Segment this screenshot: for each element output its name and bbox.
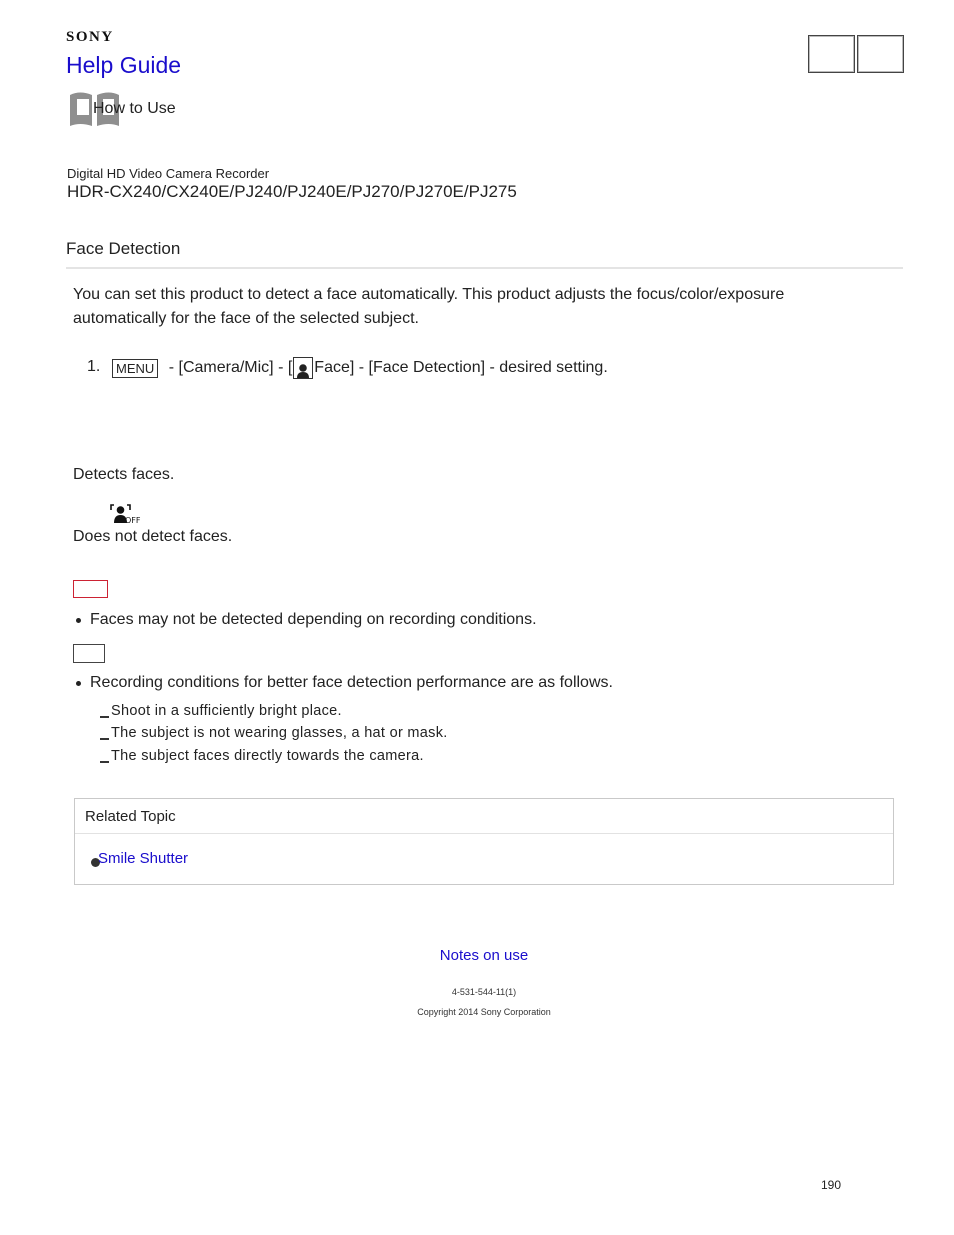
nav-next-button[interactable] — [857, 35, 904, 73]
related-topic-header — [75, 799, 893, 834]
notes-on-use-link[interactable]: Notes on use — [439, 947, 529, 964]
page-title: Face Detection — [66, 239, 181, 258]
related-link-item — [91, 849, 188, 867]
hint-subitem — [100, 725, 448, 741]
step-text-part1: - [Camera/Mic] - [ — [164, 359, 293, 376]
menu-icon: MENU — [112, 359, 158, 378]
option-on-desc: Detects faces. — [73, 466, 175, 483]
hint-subitem-text: Shoot in a sufficiently bright place. — [111, 703, 342, 719]
nav-prev-button[interactable] — [808, 35, 855, 73]
bullet-dot — [76, 618, 81, 623]
step-number: 1. — [87, 358, 101, 375]
dash-mark — [100, 716, 109, 718]
dash-mark — [100, 738, 109, 740]
hint-bullet — [73, 674, 613, 692]
hint-subitem — [100, 748, 424, 764]
step-text-part2: Face] - [Face Detection] - desired setting. — [314, 359, 608, 376]
help-guide-link[interactable]: Help Guide — [66, 52, 182, 78]
note-bullet — [73, 611, 537, 629]
sony-logo: SONY — [66, 29, 114, 45]
copyright: Copyright 2014 Sony Corporation — [417, 1007, 551, 1017]
smile-shutter-link[interactable]: Smile Shutter — [98, 849, 189, 867]
option-off-desc: Does not detect faces. — [73, 528, 233, 545]
intro-paragraph: You can set this product to detect a face automatically. This product adjusts the focus/color/exposure automatically for the face of the selected subject. — [73, 286, 785, 327]
face-icon — [293, 357, 313, 379]
document-code: 4-531-544-11(1) — [451, 987, 517, 997]
top-nav-buttons — [808, 35, 904, 73]
product-type: Digital HD Video Camera Recorder — [67, 166, 270, 181]
step-instruction — [112, 357, 608, 379]
face-off-label: OFF — [125, 516, 141, 524]
page-number: 190 — [821, 1178, 842, 1192]
hint-subitem-text: The subject faces directly towards the camera. — [111, 748, 424, 764]
hint-badge — [73, 644, 105, 663]
hint-text: Recording conditions for better face detection performance are as follows. — [90, 674, 613, 691]
hint-subitem-text: The subject is not wearing glasses, a hat or mask. — [111, 725, 448, 741]
related-topic-box — [74, 798, 894, 885]
product-model: HDR-CX240/CX240E/PJ240/PJ240E/PJ270/PJ270E/PJ275 — [67, 182, 517, 201]
hint-subitem — [100, 703, 342, 719]
note-badge — [73, 580, 108, 598]
bullet-dot — [76, 681, 81, 686]
face-detect-off-icon — [110, 502, 142, 524]
dash-mark — [100, 761, 109, 763]
title-divider — [66, 267, 903, 269]
related-topic-title: Related Topic — [85, 808, 176, 825]
note-text: Faces may not be detected depending on recording conditions. — [90, 611, 537, 628]
section-label: How to Use — [93, 100, 176, 117]
